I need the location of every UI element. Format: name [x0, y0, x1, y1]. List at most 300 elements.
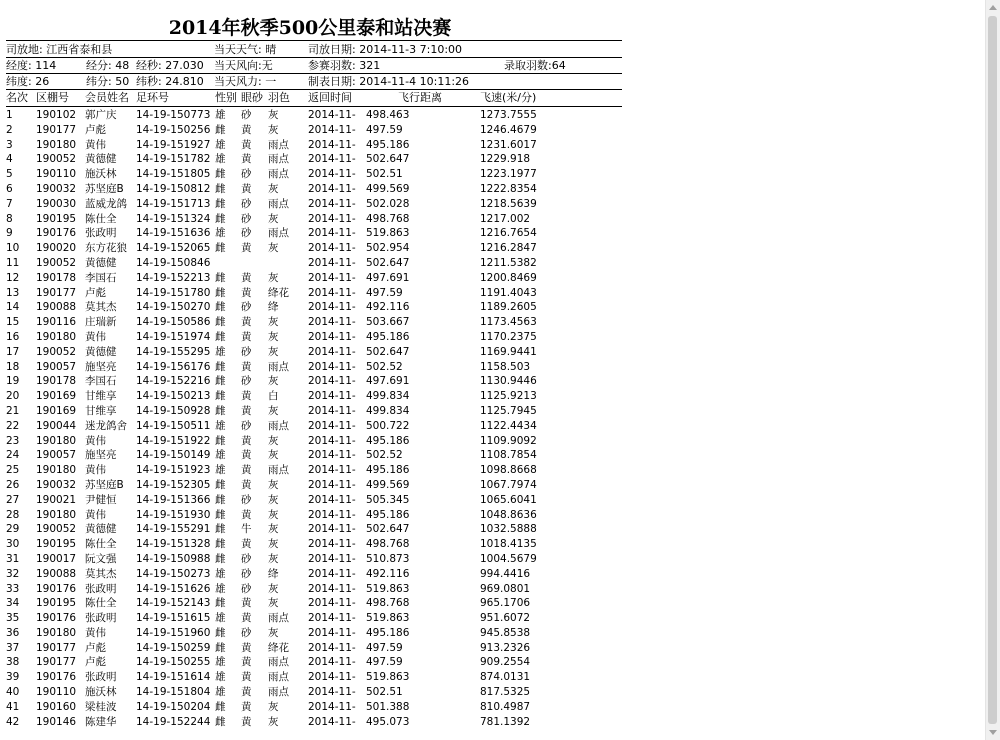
table-cell: 灰	[268, 478, 279, 491]
table-cell: 18	[6, 360, 20, 373]
table-cell: 黄	[241, 434, 252, 447]
table-cell: 黄德健	[85, 345, 117, 358]
table-cell: 灰	[268, 375, 279, 388]
table-cell: 14-19-150259	[136, 641, 211, 654]
table-cell: 砂	[241, 109, 252, 121]
table-cell: 2014-11-	[308, 271, 356, 284]
table-cell: 1032.5888	[480, 523, 537, 536]
table-cell: 2014-11-	[308, 567, 356, 580]
table-cell: 969.0801	[480, 582, 531, 595]
table-cell: 7	[6, 197, 13, 210]
column-header: 飞行距离	[398, 91, 442, 104]
table-cell: 14-19-151366	[136, 493, 211, 506]
table-cell: 雌	[215, 434, 226, 447]
table-cell: 1218.5639	[480, 197, 537, 210]
table-cell: 雨点	[268, 197, 289, 210]
table-cell: 2014-11-	[308, 700, 356, 713]
table-cell: 灰	[268, 404, 279, 417]
table-cell: 2014-11-	[308, 404, 356, 417]
table-cell: 14-19-150846	[136, 256, 211, 269]
table-cell: 灰	[268, 182, 279, 195]
table-cell: 黄	[241, 478, 252, 491]
table-cell: 甘维享	[85, 390, 117, 403]
table-cell: 2014-11-	[308, 538, 356, 551]
table-cell: 190178	[36, 375, 77, 388]
table-cell: 砂	[241, 375, 252, 388]
table-cell: 灰	[268, 508, 279, 521]
table-cell: 1067.7974	[480, 478, 537, 491]
divider	[6, 106, 622, 107]
table-cell: 14-19-152216	[136, 375, 211, 388]
column-header: 区棚号	[36, 91, 69, 104]
table-cell: 砂	[241, 345, 252, 358]
table-cell: 郭广庆	[85, 109, 117, 121]
table-cell: 951.6072	[480, 612, 531, 625]
table-cell: 黄	[241, 508, 252, 521]
table-row	[6, 330, 622, 345]
table-cell: 黄	[241, 671, 252, 684]
table-cell: 雌	[215, 508, 226, 521]
table-cell: 1130.9446	[480, 375, 537, 388]
table-cell: 14-19-151960	[136, 626, 211, 639]
table-cell: 雨点	[268, 671, 289, 684]
table-cell: 砂	[241, 301, 252, 314]
table-cell: 陈仕全	[85, 597, 117, 610]
table-cell: 李国石	[85, 271, 117, 284]
table-cell: 2014-11-	[308, 212, 356, 225]
table-cell: 495.186	[366, 626, 410, 639]
table-cell: 2014-11-	[308, 375, 356, 388]
table-cell: 黄	[241, 404, 252, 417]
table-cell: 190017	[36, 552, 77, 565]
info-field: 制表日期: 2014-11-4 10:11:26	[308, 75, 470, 88]
table-cell: 雄	[215, 567, 226, 580]
table-cell: 14-19-150511	[136, 419, 211, 432]
table-cell: 1189.2605	[480, 301, 537, 314]
table-cell: 雄	[215, 656, 226, 669]
table-cell: 14-19-151615	[136, 612, 211, 625]
table-cell: 黄	[241, 700, 252, 713]
table-cell: 施坚亮	[85, 449, 117, 462]
table-row	[6, 360, 622, 375]
table-cell: 黄	[241, 449, 252, 462]
table-cell: 24	[6, 449, 20, 462]
table-cell: 雌	[215, 626, 226, 639]
table-row	[6, 271, 622, 286]
table-cell: 1222.8354	[480, 182, 537, 195]
table-cell: 2	[6, 123, 13, 136]
table-cell: 519.863	[366, 227, 410, 240]
table-cell: 190177	[36, 656, 77, 669]
table-cell: 雌	[215, 700, 226, 713]
table-cell: 502.028	[366, 197, 410, 210]
table-cell: 500.722	[366, 419, 410, 432]
table-cell: 5	[6, 168, 13, 181]
table-cell: 砂	[241, 168, 252, 181]
column-header: 返回时间	[308, 91, 352, 104]
table-cell: 190195	[36, 212, 77, 225]
table-cell: 20	[6, 390, 20, 403]
table-cell: 23	[6, 434, 20, 447]
table-cell: 雨点	[268, 656, 289, 669]
table-cell: 994.4416	[480, 567, 531, 580]
table-cell: 2014-11-	[308, 523, 356, 536]
table-cell: 502.52	[366, 360, 403, 373]
table-cell: 26	[6, 478, 20, 491]
table-cell: 绛	[268, 567, 279, 580]
table-cell: 33	[6, 582, 20, 595]
table-cell: 灰	[268, 316, 279, 329]
table-cell: 14-19-152065	[136, 242, 211, 255]
table-row	[6, 138, 622, 153]
table-cell: 雌	[215, 478, 226, 491]
table-cell: 2014-11-	[308, 641, 356, 654]
table-cell: 502.647	[366, 523, 410, 536]
table-cell: 黄伟	[85, 434, 106, 447]
table-cell: 6	[6, 182, 13, 195]
table-cell: 雄	[215, 582, 226, 595]
table-cell: 1108.7854	[480, 449, 537, 462]
table-cell: 14-19-151805	[136, 168, 211, 181]
table-row	[6, 212, 622, 227]
column-header: 飞速(米/分)	[480, 91, 537, 104]
table-cell: 卢彪	[85, 286, 106, 299]
table-cell: 42	[6, 715, 20, 728]
table-cell: 张政明	[85, 671, 117, 684]
table-row	[6, 108, 622, 123]
table-cell: 灰	[268, 449, 279, 462]
table-cell: 502.51	[366, 168, 403, 181]
table-cell: 4	[6, 153, 13, 166]
table-cell: 砂	[241, 567, 252, 580]
table-cell: 黄	[241, 715, 252, 728]
table-cell: 14-19-150255	[136, 656, 211, 669]
table-cell: 雌	[215, 375, 226, 388]
table-cell: 雄	[215, 671, 226, 684]
table-cell: 黄	[241, 612, 252, 625]
table-cell: 雌	[215, 493, 226, 506]
table-row	[6, 286, 622, 301]
table-cell: 190160	[36, 700, 77, 713]
table-cell: 雌	[215, 360, 226, 373]
table-cell: 874.0131	[480, 671, 531, 684]
table-cell: 14-19-150270	[136, 301, 211, 314]
scroll-up-arrow-icon[interactable]	[989, 5, 997, 10]
table-cell: 雌	[215, 286, 226, 299]
table-cell: 黄	[241, 271, 252, 284]
table-cell: 黄	[241, 360, 252, 373]
table-cell: 李国石	[85, 375, 117, 388]
info-row-3	[6, 74, 622, 89]
table-cell: 2014-11-	[308, 286, 356, 299]
table-cell: 雄	[215, 612, 226, 625]
table-cell: 黄	[241, 138, 252, 151]
table-cell: 砂	[241, 582, 252, 595]
table-cell: 施沃林	[85, 168, 117, 181]
info-field: 纬分: 50	[86, 75, 130, 88]
table-row	[6, 567, 622, 582]
table-cell: 黄	[241, 656, 252, 669]
table-cell: 3	[6, 138, 13, 151]
column-header: 足环号	[136, 91, 169, 104]
table-cell: 14-19-150812	[136, 182, 211, 195]
table-cell: 503.667	[366, 316, 410, 329]
table-row	[6, 641, 622, 656]
table-cell: 190052	[36, 153, 77, 166]
table-row	[6, 670, 622, 685]
table-cell: 190102	[36, 109, 77, 121]
table-cell: 14-19-155291	[136, 523, 211, 536]
table-cell: 黄	[241, 182, 252, 195]
table-cell: 雄	[215, 686, 226, 699]
column-header: 羽色	[268, 91, 290, 104]
table-row	[6, 374, 622, 389]
table-row	[6, 655, 622, 670]
table-cell: 雨点	[268, 227, 289, 240]
info-field: 当天风力: 一	[214, 75, 277, 88]
table-cell: 2014-11-	[308, 345, 356, 358]
table-cell: 雄	[215, 109, 226, 121]
table-cell: 陈仕全	[85, 212, 117, 225]
table-cell: 14-19-152143	[136, 597, 211, 610]
table-row	[6, 226, 622, 241]
table-cell: 雄	[215, 449, 226, 462]
table-cell: 2014-11-	[308, 197, 356, 210]
table-cell: 40	[6, 686, 20, 699]
table-cell: 陈建华	[85, 715, 117, 728]
table-cell: 14-19-151922	[136, 434, 211, 447]
table-cell: 498.768	[366, 597, 410, 610]
table-cell: 190180	[36, 330, 77, 343]
table-cell: 雌	[215, 123, 226, 136]
table-cell: 雌	[215, 715, 226, 728]
table-cell: 2014-11-	[308, 508, 356, 521]
column-header: 性别	[215, 91, 237, 104]
table-cell: 迷龙鸽舍	[85, 419, 127, 432]
table-row	[6, 197, 622, 212]
divider	[6, 40, 622, 41]
table-row	[6, 582, 622, 597]
table-cell: 2014-11-	[308, 182, 356, 195]
table-cell: 砂	[241, 552, 252, 565]
table-cell: 2014-11-	[308, 109, 356, 121]
table-cell: 1122.4434	[480, 419, 537, 432]
table-cell: 灰	[268, 212, 279, 225]
table-cell: 灰	[268, 700, 279, 713]
info-field: 经度: 114	[6, 59, 57, 72]
table-cell: 黄	[241, 390, 252, 403]
table-cell: 14-19-152244	[136, 715, 211, 728]
table-cell: 13	[6, 286, 20, 299]
vertical-scrollbar[interactable]	[985, 0, 1000, 740]
table-cell: 14-19-151780	[136, 286, 211, 299]
table-cell: 莫其杰	[85, 301, 117, 314]
table-cell: 灰	[268, 552, 279, 565]
scroll-down-arrow-icon[interactable]	[989, 730, 997, 735]
table-cell: 190178	[36, 271, 77, 284]
table-row	[6, 611, 622, 626]
table-cell: 16	[6, 330, 20, 343]
table-cell: 卢彪	[85, 641, 106, 654]
table-cell: 黄伟	[85, 508, 106, 521]
table-cell: 1018.4135	[480, 538, 537, 551]
table-cell: 14-19-150149	[136, 449, 211, 462]
table-cell: 尹健恒	[85, 493, 117, 506]
table-row	[6, 404, 622, 419]
table-cell: 雄	[215, 345, 226, 358]
table-cell: 2014-11-	[308, 330, 356, 343]
table-cell: 190177	[36, 123, 77, 136]
table-cell: 190021	[36, 493, 77, 506]
info-field: 纬度: 26	[6, 75, 50, 88]
table-cell: 497.691	[366, 375, 410, 388]
table-cell: 黄伟	[85, 138, 106, 151]
table-cell: 2014-11-	[308, 256, 356, 269]
table-cell: 190032	[36, 478, 77, 491]
table-cell: 2014-11-	[308, 552, 356, 565]
table-cell: 施坚亮	[85, 360, 117, 373]
table-cell: 495.186	[366, 508, 410, 521]
table-cell: 2014-11-	[308, 123, 356, 136]
table-cell: 绛花	[268, 286, 289, 299]
table-cell: 雌	[215, 390, 226, 403]
table-cell: 绛花	[268, 641, 289, 654]
table-cell: 19	[6, 375, 20, 388]
table-cell: 雌	[215, 552, 226, 565]
table-cell: 190052	[36, 345, 77, 358]
table-cell: 灰	[268, 434, 279, 447]
table-cell: 1217.002	[480, 212, 531, 225]
table-cell: 10	[6, 242, 20, 255]
table-cell: 雌	[215, 597, 226, 610]
table-row	[6, 152, 622, 167]
table-cell: 1109.9092	[480, 434, 537, 447]
table-cell: 945.8538	[480, 626, 531, 639]
table-cell: 2014-11-	[308, 390, 356, 403]
info-field: 参赛羽数: 321	[308, 59, 381, 72]
table-cell: 498.463	[366, 109, 410, 121]
table-row	[6, 389, 622, 404]
table-cell: 白	[268, 390, 279, 403]
table-cell: 498.768	[366, 538, 410, 551]
table-cell: 灰	[268, 626, 279, 639]
table-cell: 雨点	[268, 153, 289, 166]
scroll-thumb[interactable]	[988, 16, 997, 724]
table-cell: 14-19-150928	[136, 404, 211, 417]
table-row	[6, 419, 622, 434]
table-cell: 1170.2375	[480, 330, 537, 343]
table-cell: 灰	[268, 538, 279, 551]
table-cell: 灰	[268, 493, 279, 506]
table-cell: 1158.503	[480, 360, 531, 373]
table-cell: 14-19-150773	[136, 109, 211, 121]
table-cell: 15	[6, 316, 20, 329]
table-cell: 阮文强	[85, 552, 117, 565]
table-cell: 雨点	[268, 419, 289, 432]
table-cell: 雌	[215, 168, 226, 181]
table-cell: 1191.4043	[480, 286, 537, 299]
table-cell: 14-19-151804	[136, 686, 211, 699]
table-cell: 190057	[36, 449, 77, 462]
table-cell: 甘维享	[85, 404, 117, 417]
table-cell: 2014-11-	[308, 715, 356, 728]
column-header: 名次	[6, 91, 28, 104]
table-cell: 黄	[241, 123, 252, 136]
table-cell: 190088	[36, 301, 77, 314]
table-cell: 499.569	[366, 478, 410, 491]
table-cell: 817.5325	[480, 686, 531, 699]
table-cell: 190176	[36, 582, 77, 595]
table-row	[6, 345, 622, 360]
table-row	[6, 685, 622, 700]
table-cell: 卢彪	[85, 656, 106, 669]
table-cell: 14-19-151930	[136, 508, 211, 521]
table-cell: 190177	[36, 286, 77, 299]
table-cell: 黄	[241, 286, 252, 299]
table-cell: 190195	[36, 538, 77, 551]
table-cell: 砂	[241, 212, 252, 225]
table-cell: 14-19-151782	[136, 153, 211, 166]
table-cell: 黄伟	[85, 330, 106, 343]
table-row	[6, 700, 622, 715]
table-cell: 2014-11-	[308, 493, 356, 506]
table-cell: 雄	[215, 138, 226, 151]
table-cell: 913.2326	[480, 641, 531, 654]
table-cell: 砂	[241, 419, 252, 432]
table-cell: 27	[6, 493, 20, 506]
info-field: 当天风向:无	[214, 59, 273, 72]
table-cell: 2014-11-	[308, 612, 356, 625]
table-cell: 1004.5679	[480, 552, 537, 565]
table-cell: 497.59	[366, 656, 403, 669]
table-cell: 灰	[268, 330, 279, 343]
table-row	[6, 256, 622, 271]
table-row	[6, 626, 622, 641]
table-cell: 495.186	[366, 434, 410, 447]
table-cell: 东方花狼	[85, 242, 127, 255]
table-cell: 190020	[36, 242, 77, 255]
table-cell: 519.863	[366, 671, 410, 684]
table-cell: 灰	[268, 582, 279, 595]
table-cell: 雄	[215, 419, 226, 432]
table-cell: 卢彪	[85, 123, 106, 136]
table-cell: 1065.6041	[480, 493, 537, 506]
table-cell: 雌	[215, 641, 226, 654]
table-cell: 灰	[268, 597, 279, 610]
column-header: 眼砂	[241, 91, 263, 104]
table-row	[6, 522, 622, 537]
table-cell: 黄	[241, 686, 252, 699]
table-cell: 2014-11-	[308, 227, 356, 240]
table-cell: 497.59	[366, 641, 403, 654]
table-cell: 蓝威龙鸽	[85, 197, 127, 210]
table-cell: 17	[6, 345, 20, 358]
table-cell: 张政明	[85, 612, 117, 625]
table-cell: 810.4987	[480, 700, 531, 713]
table-cell: 14-19-150988	[136, 552, 211, 565]
table-cell: 14-19-151328	[136, 538, 211, 551]
table-cell: 1125.7945	[480, 404, 537, 417]
table-cell: 黄德健	[85, 153, 117, 166]
table-cell: 495.073	[366, 715, 410, 728]
table-cell: 14-19-151636	[136, 227, 211, 240]
table-cell: 雄	[215, 227, 226, 240]
table-cell: 1	[6, 109, 13, 121]
table-cell: 14-19-155295	[136, 345, 211, 358]
table-cell: 190044	[36, 419, 77, 432]
table-cell: 2014-11-	[308, 686, 356, 699]
table-cell: 2014-11-	[308, 656, 356, 669]
